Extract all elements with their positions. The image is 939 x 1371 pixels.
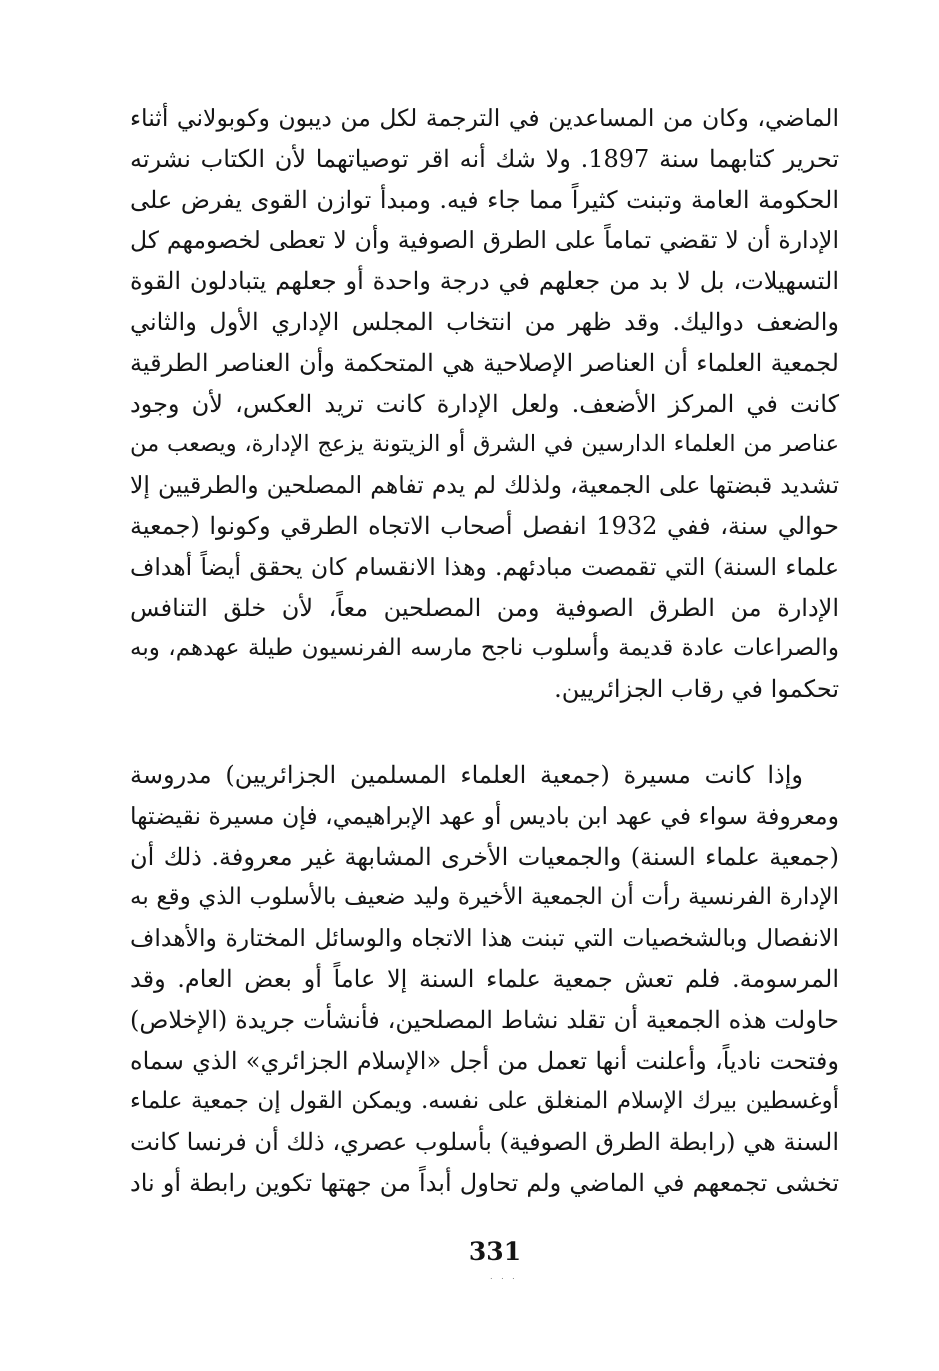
text-line: الإدارة الفرنسية رأت أن الجمعية الأخيرة وليد ضعيف بالأسلوب الذي وقع به [130,884,839,911]
scan-speck-decoration: . . . [490,1272,518,1281]
page-number: 331 [468,1237,522,1266]
text-line: تشديد قبضتها على الجمعية، ولذلك لم يدم تفاهم المصلحين والطرقيين إلا [130,471,839,500]
text-line: تخشى تجمعهم في الماضي ولم تحاول أبداً من جهتها تكوين رابطة أو ناد [130,1168,839,1197]
paragraph-1 [130,98,839,710]
text-line: المرسومة. فلم تعش جمعية علماء السنة إلا عاماً أو بعض العام. وقد [130,964,839,993]
text-line: أوغسطين بيرك الإسلام المنغلق على نفسه. ويمكن القول إن جمعية علماء [130,1088,839,1115]
text-line: (جمعية علماء السنة) والجمعيات الأخرى المشابهة غير معروفة. ذلك أن [130,842,839,871]
paragraph-2 [130,755,839,1204]
text-line: تحكموا في رقاب الجزائريين. [554,675,839,704]
text-line: كانت في المركز الأضعف. ولعل الإدارة كانت تريد العكس، لأن وجود [130,389,839,418]
text-line: والصراعات عادة قديمة وأسلوب ناجح مارسه الفرنسيون طيلة عهدهم، وبه [130,635,839,662]
text-line: علماء السنة) التي تقمصت مبادئهم. وهذا الانقسام كان يحقق أيضاً أهداف [130,552,839,581]
text-line: وفتحت نادياً، وأعلنت أنها تعمل من أجل «الإسلام الجزائري» الذي سماه [130,1046,839,1075]
text-line: السنة هي (رابطة الطرق الصوفية) بأسلوب عصري، ذلك أن فرنسا كانت [130,1128,839,1157]
text-line: تحرير كتابهما سنة 1897. ولا شك أنه اقر توصياتهما لأن الكتاب نشرته [130,144,839,173]
text-line: الحكومة العامة وتبنت كثيراً مما جاء فيه. ومبدأ توازن القوى يفرض على [130,185,839,214]
text-line: ومعروفة سواء في عهد ابن باديس أو عهد الإبراهيمي، فإن مسيرة نقيضتها [130,801,839,830]
text-line: لجمعية العلماء أن العناصر الإصلاحية هي المتحكمة وأن العناصر الطرقية [130,348,839,377]
text-line: والضعف دواليك. وقد ظهر من انتخاب المجلس الإداري الأول والثاني [130,307,839,336]
text-line: الإدارة من الطرق الصوفية ومن المصلحين معاً، لأن خلق التنافس [130,593,839,622]
text-line: الإدارة أن لا تقضي تماماً على الطرق الصوفية وأن لا تعطى لخصومهم كل [130,226,839,255]
text-line: حاولت هذه الجمعية أن تقلد نشاط المصلحين، فأنشأت جريدة (الإخلاص) [130,1005,839,1034]
text-line: عناصر من العلماء الدارسين في الشرق أو الزيتونة يزعج الإدارة، ويصعب من [130,431,839,458]
text-line-indented: وإذا كانت مسيرة (جمعية العلماء المسلمين الجزائريين) مدروسة [130,761,803,789]
text-line: الانفصال وبالشخصيات التي تبنت هذا الاتجاه والوسائل المختارة والأهداف [130,924,839,953]
text-line: حوالي سنة، ففي 1932 انفصل أصحاب الاتجاه الطرقي وكونوا (جمعية [130,511,839,540]
text-line: الماضي، وكان من المساعدين في الترجمة لكل من ديبون وكوبولاني أثناء [130,104,839,132]
text-line: التسهيلات، بل لا بد من جعلهم في درجة واحدة أو جعلهم يتبادلون القوة [130,267,839,296]
